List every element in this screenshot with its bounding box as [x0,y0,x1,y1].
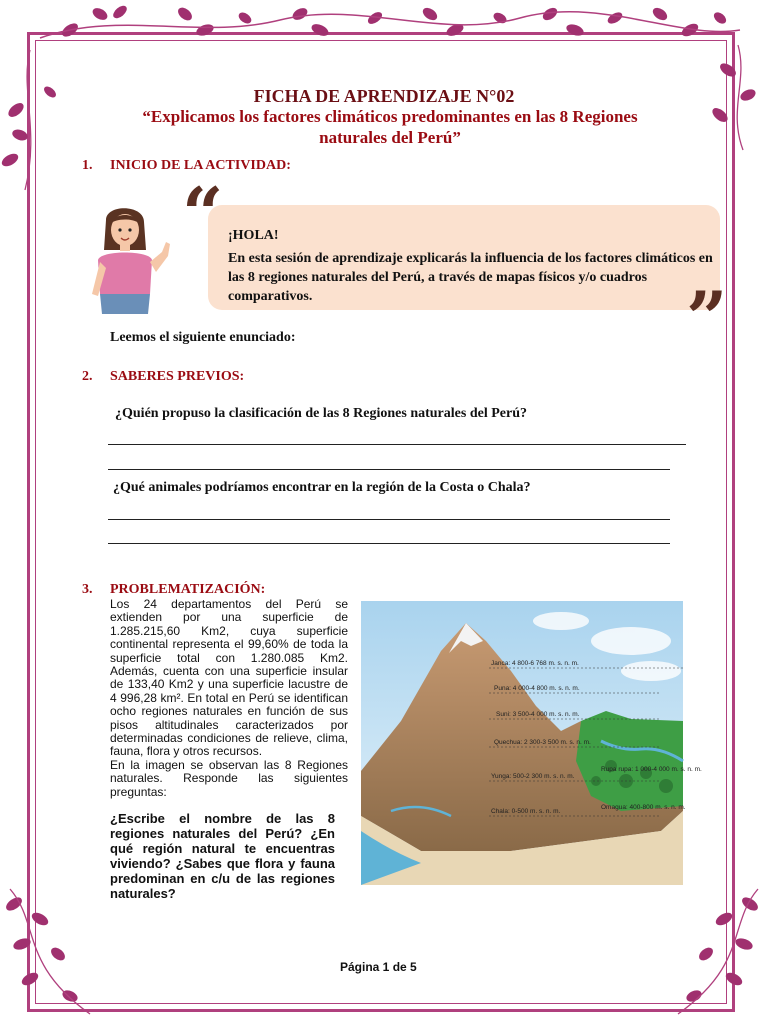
section-3-number: 3. [82,582,93,597]
subtitle-line-2: naturales del Perú” [319,128,461,147]
open-quote-icon: “ [182,171,224,256]
peru-natural-regions-illustration [361,601,702,885]
greeting-text: ¡HOLA! [228,228,279,243]
section-2-label: SABERES PREVIOS: [110,369,245,384]
read-prompt: Leemos el siguiente enunciado: [110,330,296,345]
answer-line-4[interactable] [108,543,670,544]
section-2-heading [82,369,244,385]
region-label: Chala: 0-500 m. s. n. m. [491,808,561,815]
question-1: ¿Quién propuso la clasificación de las 8 Regiones naturales del Perú? [115,406,527,421]
girl-illustration [86,202,176,320]
bubble-body-text: En esta sesión de aprendizaje explicarás la influencia de los factores climáticos en las 8 regiones naturales del Perú, a través de mapas físicos y/o cuadros comparativos. [228,251,713,304]
region-label: Puna: 4 000-4 800 m. s. n. m. [494,685,580,692]
section-1-number: 1. [82,158,93,173]
leaf-cluster-1 [60,3,129,39]
region-label: Omagua: 400-800 m. s. n. m. [601,804,686,811]
region-label: Yunga: 500-2 300 m. s. n. m. [491,773,575,780]
answer-line-2[interactable] [108,469,670,470]
region-label: Rupa rupa: 1 000-4 000 m. s. n. m. [601,766,702,773]
section-1-label: INICIO DE LA ACTIVIDAD: [110,158,291,173]
problem-questions: ¿Escribe el nombre de las 8 regiones naturales del Perú? ¿En qué región natural te encuentras viviendo? ¿Sabes que flora y fauna predominan en c/u de las regiones naturales? [110,811,335,901]
bubble-content [228,226,723,306]
close-quote-icon: ” [686,275,728,360]
subtitle-line-1: “Explicamos los factores climáticos predominantes en las 8 Regiones [142,107,638,126]
region-label: Quechua: 2 300-3 500 m. s. n. m. [494,739,591,746]
region-label: Suni: 3 500-4 000 m. s. n. m. [496,711,580,718]
question-2: ¿Qué animales podríamos encontrar en la región de la Costa o Chala? [113,480,531,495]
answer-line-3[interactable] [108,519,670,520]
section-2-number: 2. [82,369,93,384]
top-vine-decoration [0,0,768,60]
section-3-label: PROBLEMATIZACIÓN: [110,582,266,597]
page-number: Página 1 de 5 [340,960,417,974]
region-label: Janca: 4 800-6 768 m. s. n. m. [491,660,579,667]
bottom-left-vine-decoration [0,884,110,1024]
answer-line-1[interactable] [108,444,686,445]
problem-paragraph-1: Los 24 departamentos del Perú se extienden por una superficie de 1.285.215,60 Km2, cuya superficie continental representa el 99,60% de toda la superficie total con 1.280.085 Km2. Además, cuenta con una superficie insular de 133,40 Km2 y una superficie lacustre de 4 996,28 km². En total en Perú se identifican ocho regiones naturales en función de sus pisos altitudinales caracterizados por determinadas condiciones de relieve, clima, fauna, flora y otros recursos. [110,597,348,759]
bottom-right-vine-decoration [658,884,768,1024]
section-3-heading [82,582,265,598]
document-title: FICHA DE APRENDIZAJE N°02 [253,86,515,106]
left-top-vine-decoration [0,40,70,200]
problem-paragraph-2: En la imagen se observan las 8 Regiones naturales. Responde las siguientes preguntas: [110,757,348,799]
document-subtitle [100,106,680,148]
problem-paragraph [110,598,348,799]
